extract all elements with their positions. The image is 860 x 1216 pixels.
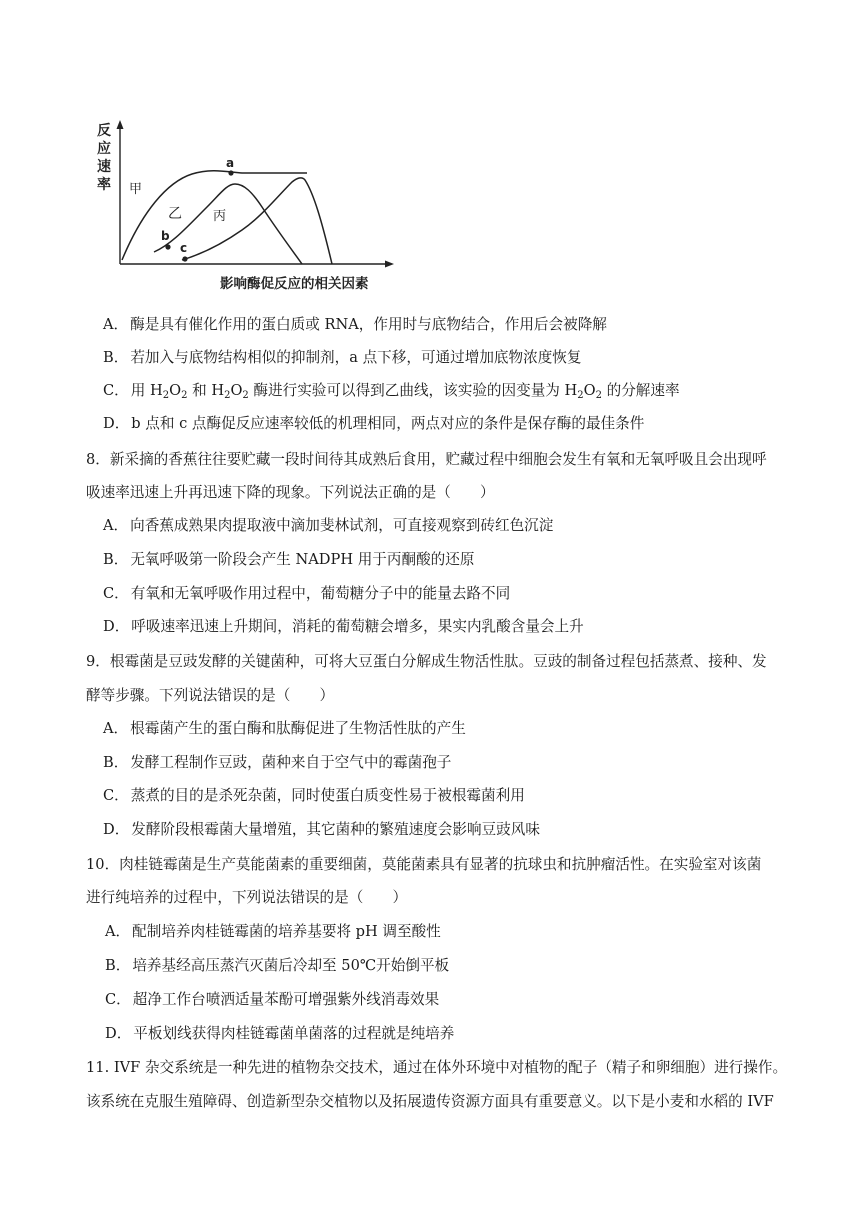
curve-yi [154,184,302,264]
q8-stem-line-2: 吸速率迅速上升再迅速下降的现象。下列说法正确的是（ ） [86,484,495,501]
option-label: C． [103,787,129,804]
option-label: B． [103,551,129,568]
text-part: O [169,382,182,399]
q7-option-c [0,381,860,401]
point-b-label: b [161,229,170,243]
y-axis-label-1: 反 [97,123,111,139]
q8-option-a [0,516,860,536]
q8-option-d [0,617,860,637]
curve-jia-label: 甲 [129,182,143,197]
option-text: 有氧和无氧呼吸作用过程中，葡萄糖分子中的能量去路不同 [130,585,511,602]
subscript: 2 [595,390,602,401]
option-label: C． [103,585,129,602]
q10-option-b [0,956,860,976]
curve-bing [182,178,332,264]
option-text: 酶是具有催化作用的蛋白质或 RNA，作用时与底物结合，作用后会被降解 [130,316,607,333]
text-part: O [230,382,243,399]
q9-option-d [0,820,860,840]
subscript: 2 [224,390,231,401]
q7-option-a [0,315,860,335]
option-text: 呼吸速率迅速上升期间，消耗的葡萄糖会增多，果实内乳酸含量会上升 [131,618,584,635]
subscript: 2 [181,390,188,401]
q8-option-c [0,584,860,604]
option-label: D． [103,415,130,432]
curve-bing-label: 丙 [213,209,227,224]
option-text: 向香蕉成熟果肉提取液中滴加斐林试剂，可直接观察到砖红色沉淀 [130,517,554,534]
option-label: B． [103,349,129,366]
y-axis-label-4: 率 [97,177,111,193]
subscript: 2 [242,390,249,401]
point-b-marker [165,244,170,249]
point-c-label: c [180,241,188,255]
q9-option-b [0,753,860,773]
enzyme-rate-figure [92,112,402,302]
text-part: 用 H [130,382,163,399]
option-text: 无氧呼吸第一阶段会产生 NADPH 用于丙酮酸的还原 [130,551,475,568]
option-text: 根霉菌产生的蛋白酶和肽酶促进了生物活性肽的产生 [130,720,466,737]
q10-stem-line-2: 进行纯培养的过程中，下列说法错误的是（ ） [86,889,408,906]
q9-option-c [0,786,860,806]
y-axis-label-3: 速 [97,159,111,175]
option-text: 配制培养肉桂链霉菌的培养基要将 pH 调至酸性 [132,923,441,940]
option-label: D． [103,821,130,838]
x-axis-label: 影响酶促反应的相关因素 [220,276,369,292]
x-axis-arrow [385,261,394,268]
q9-stem-line-2: 酵等步骤。下列说法错误的是（ ） [86,687,335,704]
text-part: 酶进行实验可以得到乙曲线，该实验的因变量为 H [248,382,578,399]
q8-option-b [0,550,860,570]
option-label: D． [103,618,130,635]
option-label: B． [105,957,131,974]
text-part: 和 H [187,382,225,399]
option-text: 发酵工程制作豆豉，菌种来自于空气中的霉菌孢子 [130,754,452,771]
option-label: B． [103,754,129,771]
q9-option-a [0,719,860,739]
enzyme-rate-diagram [92,112,402,302]
option-label: A． [103,517,129,534]
option-label: A． [103,316,129,333]
q10-stem-line-1: 10．肉桂链霉菌是生产莫能菌素的重要细菌，莫能菌素具有显著的抗球虫和抗肿瘤活性。在实验室对该菌 [86,856,762,873]
option-text: 平板划线获得肉桂链霉菌单菌落的过程就是纯培养 [133,1025,455,1042]
point-a-label: a [226,156,235,170]
q10-option-a [0,922,860,942]
option-text: 超净工作台喷洒适量苯酚可增强紫外线消毒效果 [132,991,440,1008]
curve-yi-label: 乙 [168,206,182,222]
option-text: 培养基经高压蒸汽灭菌后冷却至 50℃开始倒平板 [132,957,450,974]
text-part: O [583,382,596,399]
option-text: 蒸煮的目的是杀死杂菌，同时使蛋白质变性易于被根霉菌利用 [130,787,525,804]
q7-option-d [0,414,860,434]
q10-option-c [0,990,860,1010]
point-c-marker [182,256,187,261]
q9-stem-line-1: 9．根霉菌是豆豉发酵的关键菌种，可将大豆蛋白分解成生物活性肽。豆豉的制备过程包括蒸煮、接种、发 [86,653,767,670]
option-label: A． [105,923,131,940]
q7-option-b [0,348,860,368]
option-text: 发酵阶段根霉菌大量增殖，其它菌种的繁殖速度会影响豆豉风味 [131,821,540,838]
subscript: 2 [162,390,170,401]
point-a-marker [228,170,233,175]
option-text: b 点和 c 点酶促反应速率较低的机理相同，两点对应的条件是保存酶的最佳条件 [131,415,645,432]
q10-option-d [0,1024,860,1044]
q11-stem-line-2: 该系统在克服生殖障碍、创造新型杂交植物以及拓展遗传资源方面具有重要意义。以下是小麦和水稻的 IVF [86,1093,774,1110]
option-label: A． [103,720,129,737]
option-label: C． [103,382,129,399]
y-axis-arrow [117,120,124,129]
q11-stem-line-1: 11. IVF 杂交系统是一种先进的植物杂交技术，通过在体外环境中对植物的配子（精子和卵细胞）进行操作。 [86,1059,788,1076]
y-axis-label-2: 应 [97,141,111,157]
text-part: 的分解速率 [601,382,680,399]
subscript: 2 [577,390,584,401]
q8-stem-line-1: 8．新采摘的香蕉往往要贮藏一段时间待其成熟后食用，贮藏过程中细胞会发生有氧和无氧呼吸且会出现呼 [86,451,767,468]
option-label: C． [105,991,131,1008]
option-text: 若加入与底物结构相似的抑制剂，a 点下移，可通过增加底物浓度恢复 [130,349,582,366]
option-label: D． [105,1025,132,1042]
